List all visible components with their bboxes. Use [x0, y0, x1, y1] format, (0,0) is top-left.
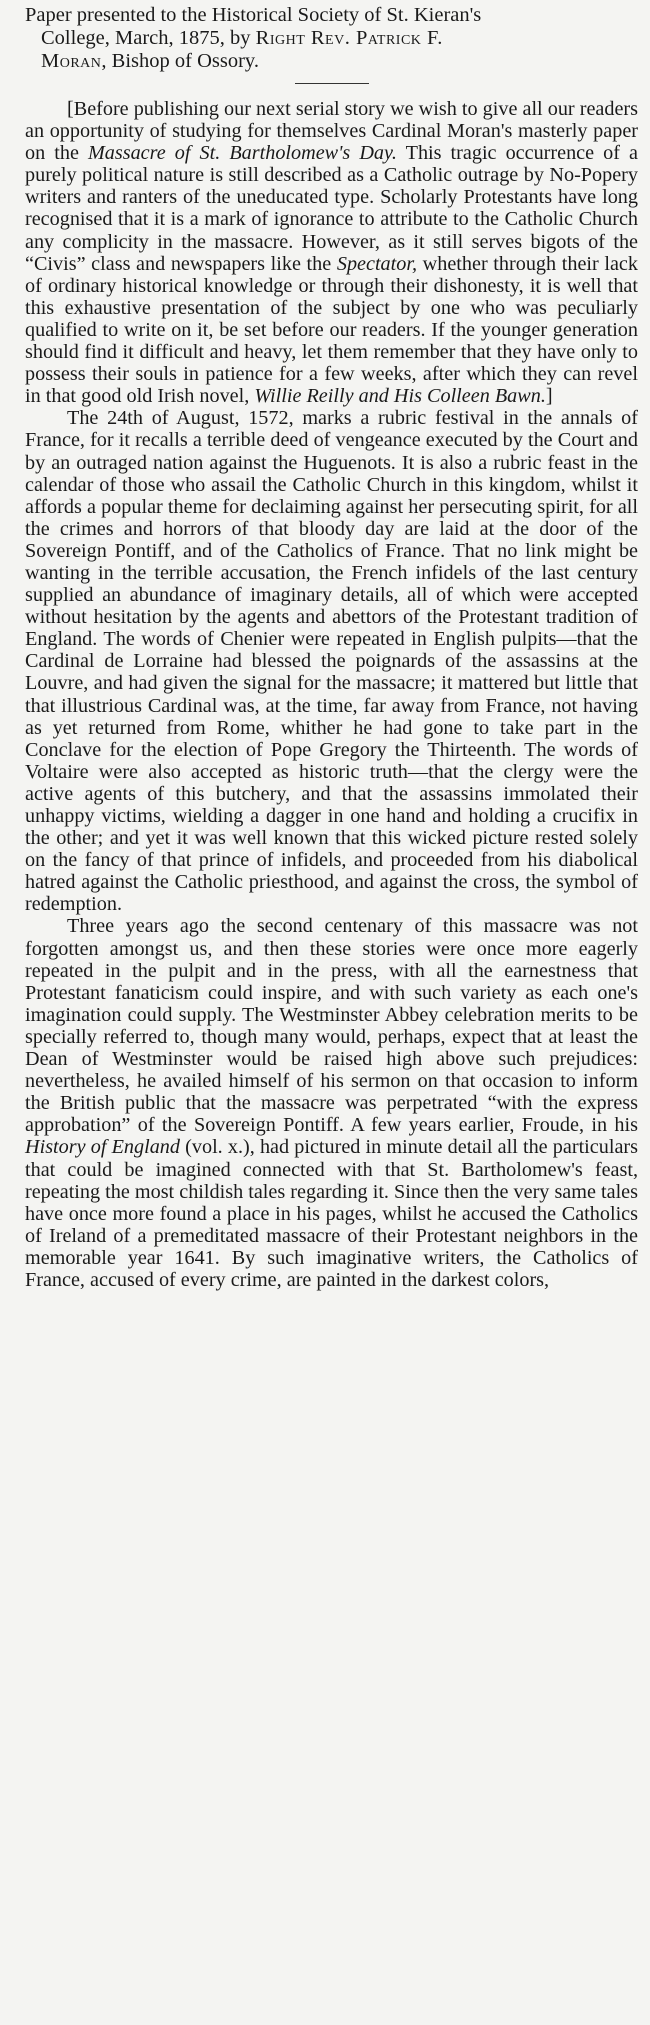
- body-paragraph-1: The 24th of August, 1572, marks a rubric festival in the annals of France, for it recalls a terrible deed of vengeance executed by the Court and by an outraged nation against the Huguenots. It is also a rubric feast in the calendar of those who assail the Catholic Church in this kingdom, whilst it affords a popular theme for declaiming against her persecuting spirit, for all the crimes and horrors of that bloody day are laid at the door of the Sovereign Pontiff, and of the Catholics of France. That no link might be wanting in the terrible accusation, the French infidels of the last century supplied an abundance of imaginary details, all of which were accepted without hesitation by the agents and abettors of the Protestant tradition of England. The words of Chenier were repeated in English pulpits—that the Cardinal de Lorraine had blessed the poignards of the assassins at the Louvre, and had given the signal for the massacre; it mattered but little that that illustrious Cardinal was, at the time, far away from France, not having as yet returned from Rome, whither he had gone to take part in the Conclave for the election of Pope Gregory the Thirteenth. The words of Voltaire were also accepted as historic truth—that the clergy were the active agents of this butchery, and that the assassins immolated their unhappy victims, wielding a dagger in one hand and holding a crucifix in the other; and yet it was well known that this wicked picture rested solely on the fancy of that prince of infidels, and proceeded from his diabolical hatred against the Catholic priesthood, and against the cross, the symbol of redemption.: [25, 407, 638, 916]
- italic-title-spectator: Spectator,: [336, 252, 418, 275]
- header-line-2: [25, 27, 638, 50]
- italic-title-history-of-england: History of England: [25, 1136, 180, 1159]
- editorial-note-paragraph: [25, 98, 638, 407]
- body-paragraph-2-text-2: (vol. x.), had pictured in minute detail all the particulars that could be imagined connected with that St. Bartholomew's feast, repeating the most childish tales regarding it. Since then the very same tales have once more found a place in his pages, whilst he accused the Catholics of Ireland of a premeditated massacre of their Protestant neighbors in the memorable year 1641. By such imaginative writers, the Catholics of France, accused of every crime, are painted in the darkest colors,: [25, 1136, 638, 1291]
- italic-title-massacre: Massacre of St. Bartholomew's Day.: [87, 142, 397, 165]
- editorial-note-text-3: whether through their lack of ordinary historical knowledge or through their dishonesty, it is well that this exhaustive presentation of the subject by one who was peculiarly qualified to write on it, be set before our readers. If the younger generation should find it difficult and heavy, let them remember that they have only to possess their souls in patience for a few weeks, after which they can revel in that good old Irish novel,: [25, 252, 638, 408]
- italic-title-willie-reilly: Willie Reilly and His Colleen Bawn.: [254, 385, 546, 408]
- header-date-text: College, March, 1875, by: [41, 27, 256, 49]
- editorial-note-text-1: [Before publishing our next serial story we wish to give all our readers an opportunity of studying for themselves Cardinal Moran's masterly paper on the: [25, 98, 638, 165]
- author-surname: Moran: [41, 50, 102, 72]
- article-header: [25, 4, 638, 73]
- editorial-note-close-bracket: ]: [545, 385, 553, 408]
- author-title: Right Rev. Patrick F.: [255, 27, 443, 49]
- author-office: , Bishop of Ossory.: [101, 50, 259, 72]
- divider-rule: [295, 83, 369, 84]
- body-paragraph-2: [25, 915, 638, 1291]
- editorial-note-text-2: This tragic occurrence of a purely political nature is still described as a Catholic outrage by No-Popery writers and ranters of the uneducated type. Scholarly Protestants have long recognised that it is a mark of ignorance to attribute to the Catholic Church any complicity in the massacre. However, as it still serves bigots of the “Civis” class and newspapers like the: [25, 142, 638, 275]
- header-line-1: Paper presented to the Historical Society of St. Kieran's: [25, 4, 482, 26]
- header-line-3: [25, 50, 638, 73]
- body-paragraph-2-text-1: Three years ago the second centenary of this massacre was not forgotten amongst us, and then these stories were once more eagerly repeated in the pulpit and in the press, with all the earnestness that Protestant fanaticism could inspire, and with such variety as each one's imagination could supply. The Westminster Abbey celebration merits to be specially referred to, though many would, perhaps, expect that at least the Dean of Westminster would be raised high above such prejudices: nevertheless, he availed himself of his sermon on that occasion to inform the British public that the massacre was perpetrated “with the express approbation” of the Sovereign Pontiff. A few years earlier, Froude, in his: [25, 915, 638, 1137]
